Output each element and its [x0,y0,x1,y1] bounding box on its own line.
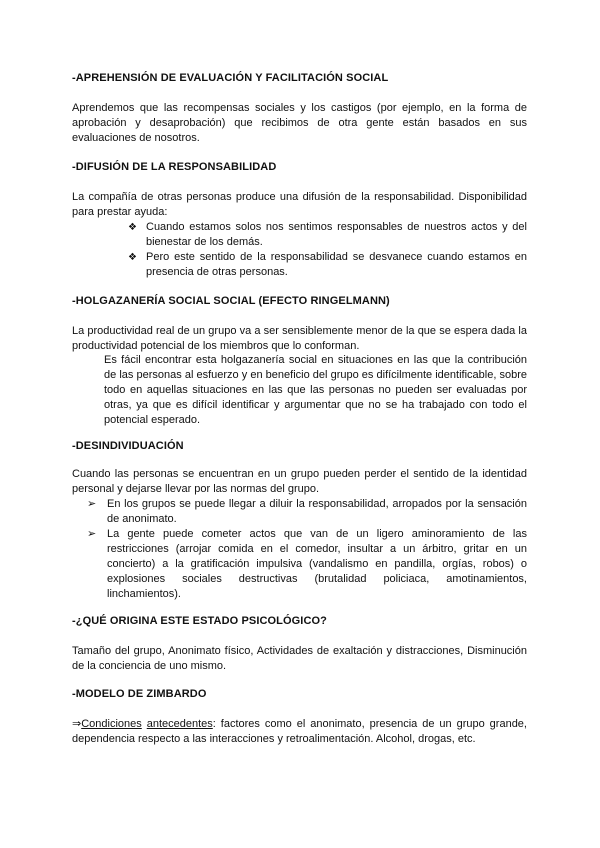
term-colon: : [212,718,216,730]
list-item [128,220,527,250]
difusion-bullet-list [128,220,527,280]
bullet-text: En los grupos se puede llegar a diluir la responsabilidad, arropados por la sensación de anonimato. [107,498,527,525]
section-heading-evaluacion: -APREHENSIÓN DE EVALUACIÓN Y FACILITACIÓN SOCIAL [72,72,389,84]
section-heading-difusion: -DIFUSIÓN DE LA RESPONSABILIDAD [72,161,277,173]
paragraph-difusion: La compañía de otras personas produce una difusión de la responsabilidad. Disponibilidad para prestar ayuda: [72,191,527,218]
bullet-text: Cuando estamos solos nos sentimos responsables de nuestros actos y del bienestar de los demás. [146,221,527,248]
term-condiciones: Condiciones [81,718,142,730]
list-item [87,527,527,602]
diamond-bullet-icon: ❖ [128,252,137,263]
bullet-text: La gente puede cometer actos que van de un ligero aminoramiento de las restricciones (arrojar comida en el comedor, insultar a un árbitro, gritar en un concierto) a la gratificación impulsiva (vandalismo en pandilla, orgías, robos) o explosiones sociales destructivas (brutalidad policiaca, amotinamientos, linchamientos). [107,528,527,600]
paragraph-desindividuacion: Cuando las personas se encuentran en un grupo pueden perder el sentido de la identidad personal y dejarse llevar por las normas del grupo. [72,468,527,495]
paragraph-holgazaneria-2: Es fácil encontrar esta holgazanería social en situaciones en las que la contribución de las personas al esfuerzo y en beneficio del grupo es difícilmente identificable, sobre todo en aquellas situaciones en las que las personas no pueden ser evaluadas por otras, ya que es difícil identificar y argumentar que no se ha trabajado con todo el potencial esperado. [104,354,527,426]
double-arrow-icon: ⇒ [72,718,82,730]
section-heading-holgazaneria: -HOLGAZANERÍA SOCIAL SOCIAL (EFECTO RINGELMANN) [72,295,390,307]
arrow-bullet-icon: ➢ [87,528,97,540]
section-heading-zimbardo: -MODELO DE ZIMBARDO [72,688,207,700]
zimbardo-description: factores como el anonimato, presencia de un grupo grande, dependencia respecto a las interacciones y retroalimentación. Alcohol, drogas, etc. [72,718,527,745]
list-item [87,497,527,527]
paragraph-origen: Tamaño del grupo, Anonimato físico, Actividades de exaltación y distracciones, Disminución de la conciencia de uno mismo. [72,645,527,672]
desindividuacion-bullet-list [87,497,527,602]
list-item [128,250,527,280]
section-heading-desindividuacion: -DESINDIVIDUACIÓN [72,440,184,452]
paragraph-evaluacion: Aprendemos que las recompensas sociales y los castigos (por ejemplo, en la forma de aprobación y desaprobación) que recibimos de otra gente están basados en sus evaluaciones de nosotros. [72,102,527,144]
bullet-text: Pero este sentido de la responsabilidad se desvanece cuando estamos en presencia de otras personas. [146,251,527,278]
diamond-bullet-icon: ❖ [128,222,137,233]
term-antecedentes: antecedentes [146,718,213,730]
arrow-bullet-icon: ➢ [87,498,97,510]
paragraph-holgazaneria-1: La productividad real de un grupo va a ser sensiblemente menor de la que se espera dada la productividad potencial de los miembros que lo conforman. [72,325,527,352]
section-heading-origen: -¿QUÉ ORIGINA ESTE ESTADO PSICOLÓGICO? [72,615,327,627]
paragraph-zimbardo [72,717,527,747]
